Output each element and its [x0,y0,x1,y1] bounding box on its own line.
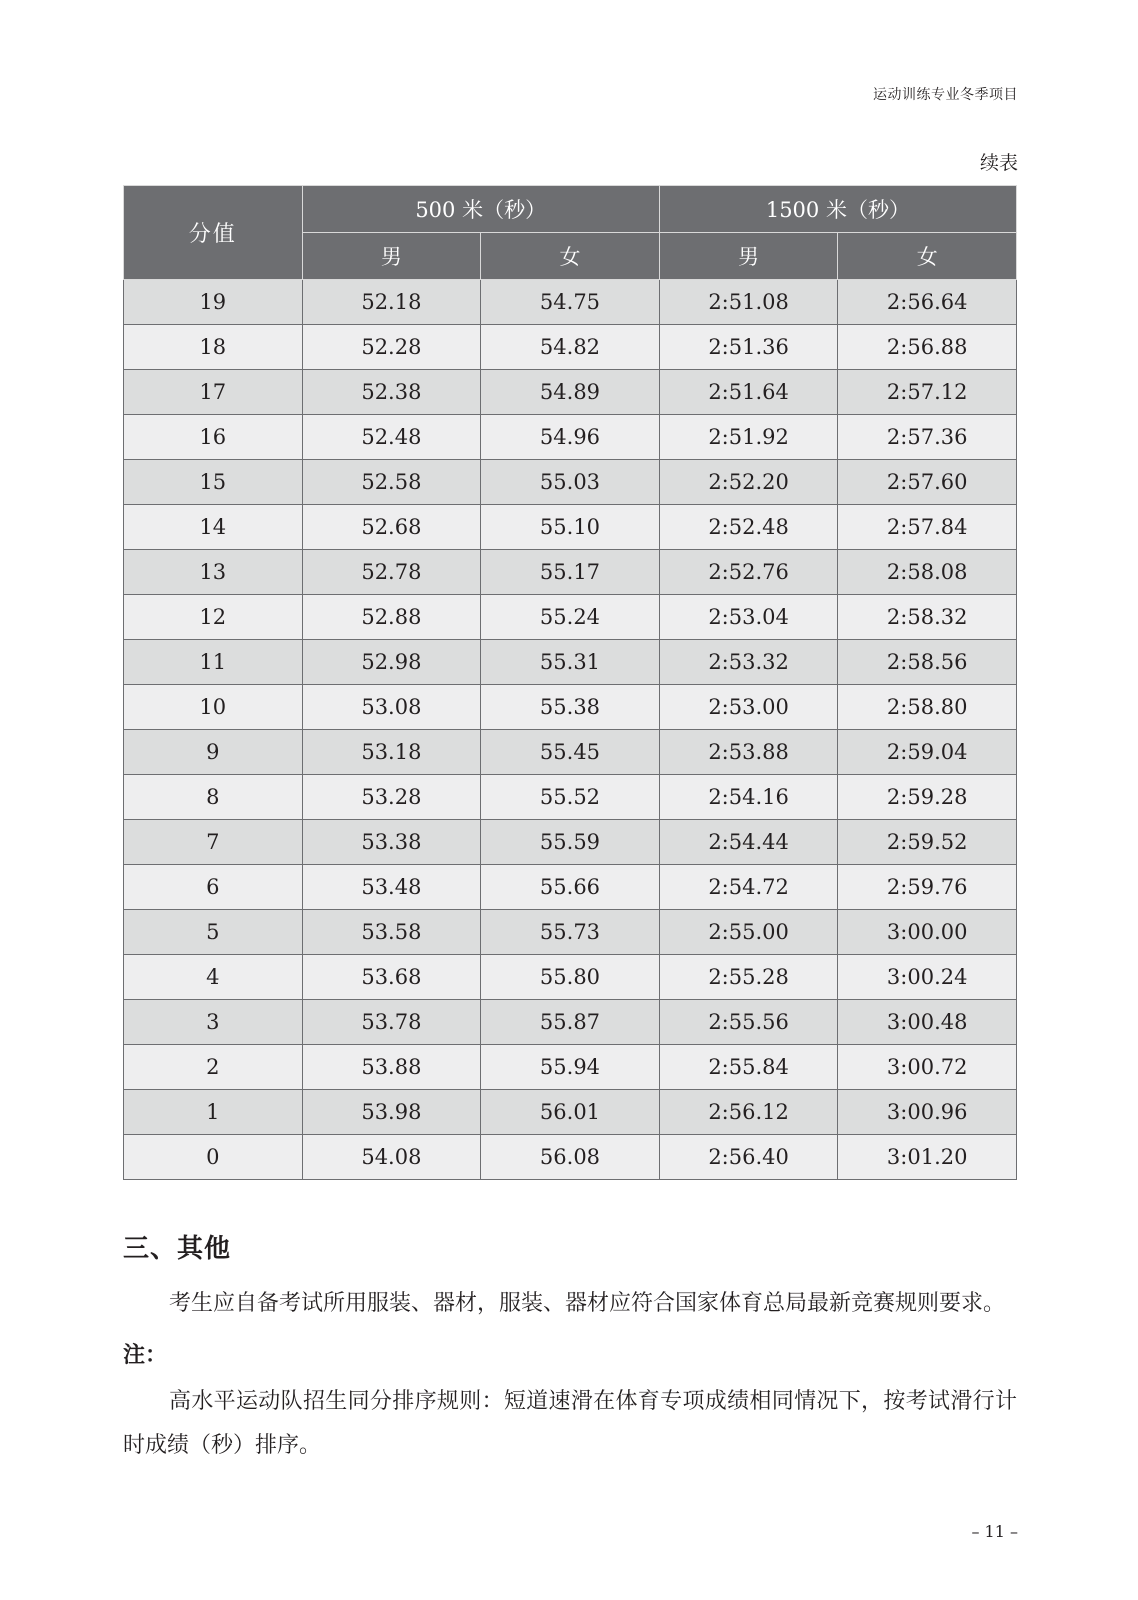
cell-score: 19 [124,280,303,325]
cell-500m-male: 52.98 [302,640,481,685]
cell-1500m-male: 2:55.84 [659,1045,838,1090]
cell-500m-female: 55.38 [481,685,660,730]
cell-1500m-male: 2:53.32 [659,640,838,685]
cell-500m-female: 54.75 [481,280,660,325]
cell-1500m-female: 2:59.28 [838,775,1017,820]
table-row [124,325,1017,370]
cell-1500m-male: 2:54.72 [659,865,838,910]
table-row [124,730,1017,775]
cell-1500m-male: 2:54.16 [659,775,838,820]
cell-500m-male: 53.98 [302,1090,481,1135]
cell-1500m-male: 2:51.64 [659,370,838,415]
table-row [124,1090,1017,1135]
table-row [124,505,1017,550]
cell-1500m-female: 2:58.08 [838,550,1017,595]
cell-500m-female: 55.17 [481,550,660,595]
cell-1500m-male: 2:55.00 [659,910,838,955]
cell-score: 16 [124,415,303,460]
cell-1500m-male: 2:52.48 [659,505,838,550]
cell-1500m-female: 3:00.00 [838,910,1017,955]
cell-score: 15 [124,460,303,505]
cell-500m-male: 52.68 [302,505,481,550]
cell-score: 3 [124,1000,303,1045]
table-row [124,685,1017,730]
cell-score: 6 [124,865,303,910]
cell-score: 5 [124,910,303,955]
cell-500m-female: 55.45 [481,730,660,775]
score-table [123,185,1017,1180]
cell-score: 12 [124,595,303,640]
cell-500m-male: 52.78 [302,550,481,595]
table-row [124,370,1017,415]
cell-500m-female: 55.66 [481,865,660,910]
group-header-1500m: 1500 米（秒） [659,186,1016,233]
cell-1500m-male: 2:56.40 [659,1135,838,1180]
cell-score: 8 [124,775,303,820]
running-header: 运动训练专业冬季项目 [873,87,1018,103]
cell-1500m-male: 2:56.12 [659,1090,838,1135]
table-row [124,460,1017,505]
group-header-500m: 500 米（秒） [302,186,659,233]
cell-1500m-male: 2:52.20 [659,460,838,505]
table-row [124,910,1017,955]
cell-1500m-female: 2:56.88 [838,325,1017,370]
cell-500m-male: 53.68 [302,955,481,1000]
cell-1500m-female: 2:57.12 [838,370,1017,415]
cell-score: 1 [124,1090,303,1135]
cell-1500m-female: 2:57.60 [838,460,1017,505]
cell-1500m-male: 2:55.28 [659,955,838,1000]
cell-score: 13 [124,550,303,595]
cell-500m-male: 54.08 [302,1135,481,1180]
section-heading: 三、其他 [123,1234,232,1264]
cell-500m-male: 52.88 [302,595,481,640]
cell-1500m-female: 3:01.20 [838,1135,1017,1180]
cell-1500m-male: 2:51.92 [659,415,838,460]
cell-1500m-male: 2:53.88 [659,730,838,775]
table-row [124,595,1017,640]
cell-1500m-male: 2:53.00 [659,685,838,730]
cell-score: 17 [124,370,303,415]
cell-1500m-male: 2:55.56 [659,1000,838,1045]
cell-score: 2 [124,1045,303,1090]
cell-500m-male: 52.38 [302,370,481,415]
cell-500m-male: 53.78 [302,1000,481,1045]
cell-score: 10 [124,685,303,730]
table-row [124,775,1017,820]
cell-1500m-female: 2:59.52 [838,820,1017,865]
cell-1500m-female: 2:57.84 [838,505,1017,550]
cell-500m-female: 55.24 [481,595,660,640]
cell-1500m-female: 2:59.76 [838,865,1017,910]
cell-score: 0 [124,1135,303,1180]
cell-500m-female: 55.10 [481,505,660,550]
sub-header-500m-male: 男 [302,233,481,280]
cell-500m-male: 53.08 [302,685,481,730]
cell-score: 4 [124,955,303,1000]
table-row [124,1135,1017,1180]
note-label: 注： [123,1342,168,1368]
cell-500m-male: 52.28 [302,325,481,370]
sub-header-500m-female: 女 [481,233,660,280]
cell-500m-male: 52.48 [302,415,481,460]
note-paragraph: 高水平运动队招生同分排序规则：短道速滑在体育专项成绩相同情况下，按考试滑行计时成绩（秒）排序。 [123,1389,1017,1458]
cell-500m-female: 55.73 [481,910,660,955]
cell-500m-female: 55.03 [481,460,660,505]
sub-header-1500m-female: 女 [838,233,1017,280]
cell-1500m-female: 2:56.64 [838,280,1017,325]
page-number: – 11 – [971,1522,1018,1541]
cell-score: 9 [124,730,303,775]
cell-500m-male: 53.58 [302,910,481,955]
cell-500m-female: 55.94 [481,1045,660,1090]
cell-500m-female: 55.52 [481,775,660,820]
cell-score: 11 [124,640,303,685]
table-row [124,1045,1017,1090]
cell-1500m-female: 2:57.36 [838,415,1017,460]
cell-500m-male: 52.18 [302,280,481,325]
cell-500m-female: 55.31 [481,640,660,685]
continued-table-label: 续表 [979,152,1018,174]
table-body [124,280,1017,1180]
cell-500m-female: 54.89 [481,370,660,415]
cell-500m-female: 55.59 [481,820,660,865]
table-header [124,186,1017,280]
cell-1500m-male: 2:52.76 [659,550,838,595]
cell-score: 18 [124,325,303,370]
equipment-paragraph: 考生应自备考试所用服装、器材，服装、器材应符合国家体育总局最新竞赛规则要求。 [169,1291,1006,1316]
cell-500m-male: 53.18 [302,730,481,775]
table-row [124,640,1017,685]
table-row [124,955,1017,1000]
cell-500m-male: 53.38 [302,820,481,865]
cell-1500m-female: 3:00.48 [838,1000,1017,1045]
table-row [124,415,1017,460]
cell-500m-male: 52.58 [302,460,481,505]
cell-1500m-female: 3:00.96 [838,1090,1017,1135]
cell-1500m-female: 2:58.80 [838,685,1017,730]
cell-1500m-female: 2:58.56 [838,640,1017,685]
table-header-row-1 [124,186,1017,233]
cell-1500m-male: 2:51.08 [659,280,838,325]
cell-500m-male: 53.48 [302,865,481,910]
cell-1500m-male: 2:51.36 [659,325,838,370]
cell-1500m-female: 2:59.04 [838,730,1017,775]
table-row [124,550,1017,595]
cell-1500m-female: 3:00.24 [838,955,1017,1000]
cell-score: 14 [124,505,303,550]
table-row [124,865,1017,910]
cell-500m-male: 53.88 [302,1045,481,1090]
table-row [124,280,1017,325]
table-row [124,1000,1017,1045]
cell-1500m-female: 3:00.72 [838,1045,1017,1090]
cell-500m-female: 55.87 [481,1000,660,1045]
sub-header-1500m-male: 男 [659,233,838,280]
cell-500m-female: 55.80 [481,955,660,1000]
table-row [124,820,1017,865]
cell-500m-female: 54.82 [481,325,660,370]
score-column-header: 分值 [124,186,303,280]
cell-500m-male: 53.28 [302,775,481,820]
cell-500m-female: 54.96 [481,415,660,460]
cell-500m-female: 56.08 [481,1135,660,1180]
cell-500m-female: 56.01 [481,1090,660,1135]
cell-1500m-female: 2:58.32 [838,595,1017,640]
cell-1500m-male: 2:54.44 [659,820,838,865]
cell-score: 7 [124,820,303,865]
cell-1500m-male: 2:53.04 [659,595,838,640]
